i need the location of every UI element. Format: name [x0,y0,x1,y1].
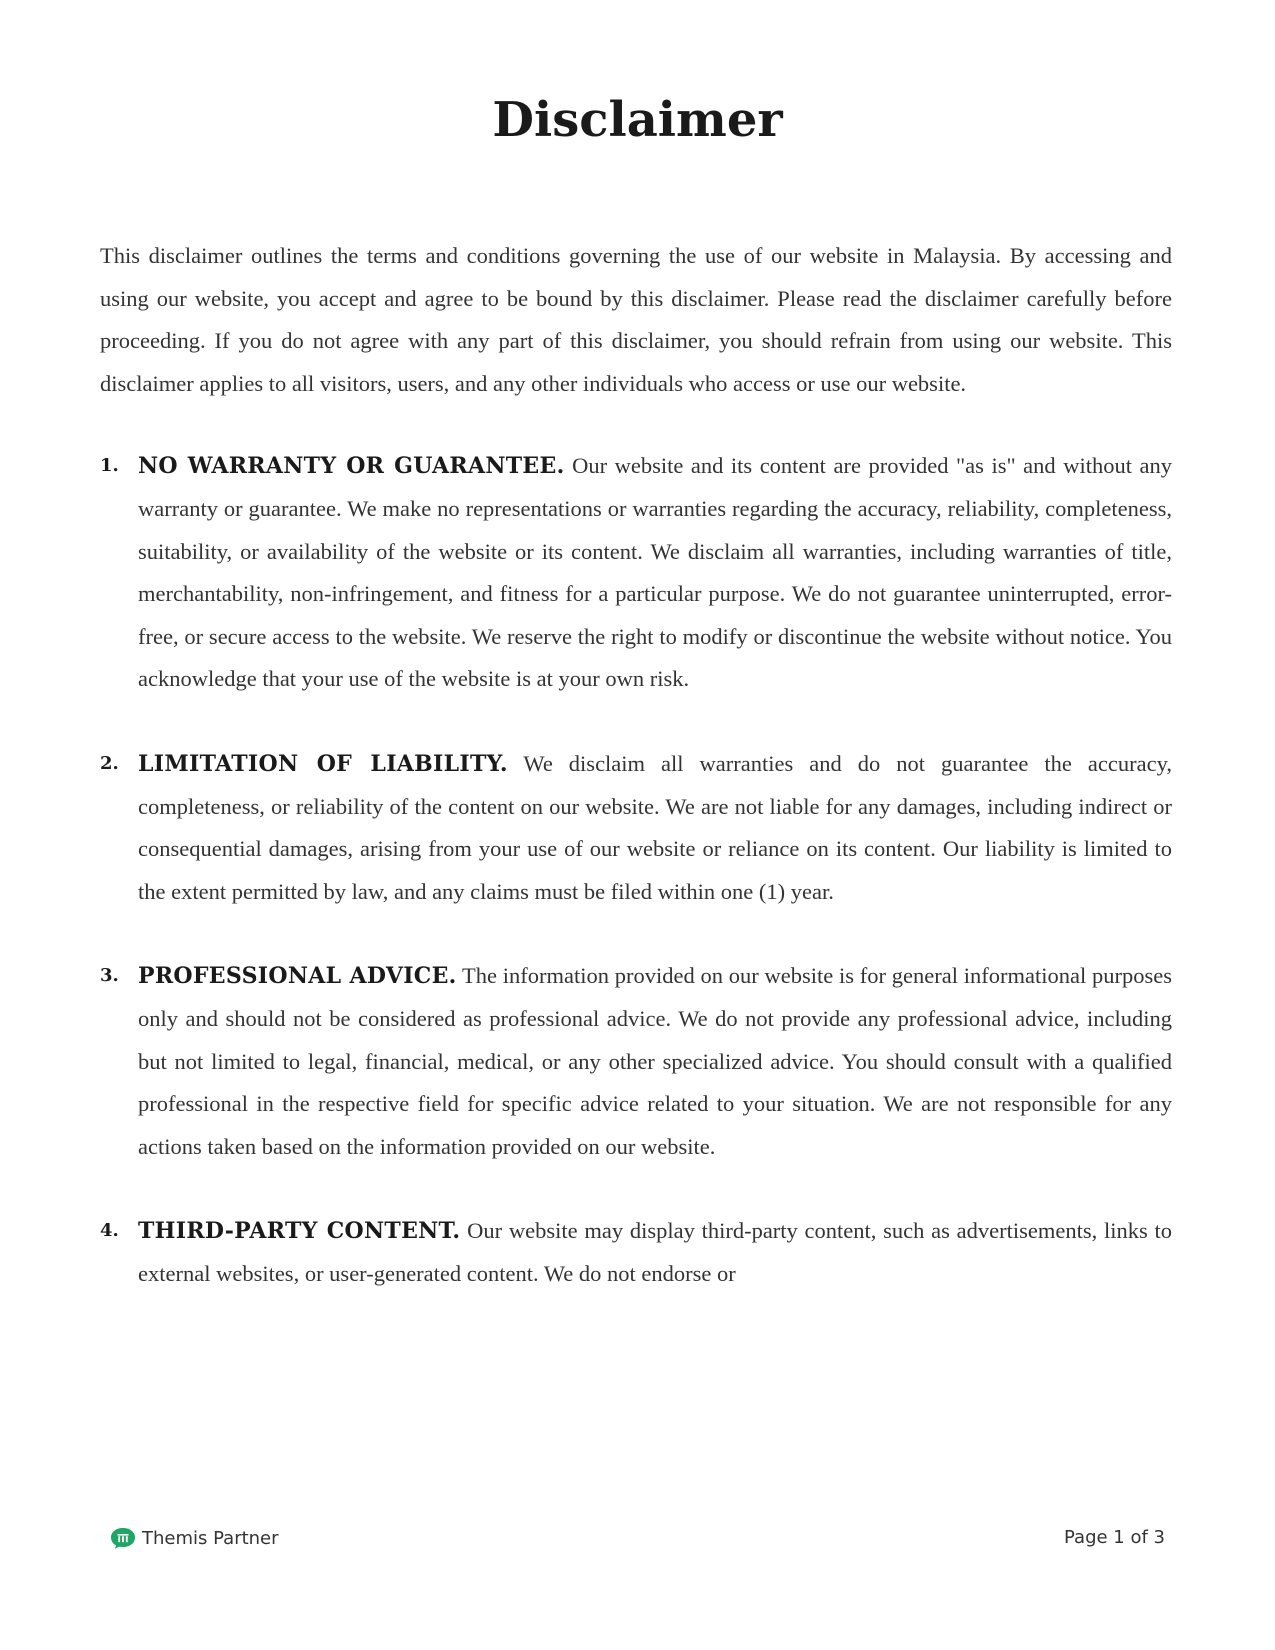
page-number: Page 1 of 3 [1064,1527,1165,1548]
section-limitation-of-liability [100,743,1172,913]
section-third-party-content [100,1210,1172,1295]
section-heading: NO WARRANTY OR GUARANTEE. [138,453,565,480]
footer-brand [110,1527,279,1549]
section-number: 2. [100,752,119,774]
section-heading: LIMITATION OF LIABILITY. [138,750,508,777]
section-text: Our website and its content are provided "as is" and without any warranty or guarantee. We make no representations or warranties regarding the accuracy, reliability, completeness, suitability, or availability of the website or its content. We disclaim all warranties, including warranties of title, merchantability, non-infringement, and fitness for a particular purpose. We do not guarantee uninterrupted, error-free, or secure access to the website. We reserve the right to modify or discontinue the website without notice. You acknowledge that your use of the website is at your own risk. [138,453,1172,692]
brand-name: Themis Partner [142,1527,279,1549]
themis-logo-icon [110,1527,136,1549]
section-number: 1. [100,455,119,477]
section-no-warranty [100,445,1172,701]
document-body [100,235,1172,1337]
document-title: Disclaimer [492,92,783,148]
section-heading: PROFESSIONAL ADVICE. [138,963,457,990]
intro-paragraph: This disclaimer outlines the terms and conditions governing the use of our website in Malaysia. By accessing and using our website, you accept and agree to be bound by this disclaimer. Please read the disclaimer carefully before proceeding. If you do not agree with any part of this disclaimer, you should refrain from using our website. This disclaimer applies to all visitors, users, and any other individuals who access or use our website. [100,243,1172,396]
section-professional-advice [100,955,1172,1168]
section-number: 4. [100,1220,119,1242]
section-number: 3. [100,965,119,987]
section-heading: THIRD-PARTY CONTENT. [138,1218,461,1245]
section-text: Our website may display third-party content, such as advertisements, links to external websites, or user-generated content. We do not endorse or [138,1218,1173,1286]
section-text: We disclaim all warranties and do not guarantee the accuracy, completeness, or reliability of the content on our website. We are not liable for any damages, including indirect or consequential damages, arising from your use of our website or reliance on its content. Our liability is limited to the extent permitted by law, and any claims must be filed within one (1) year. [138,750,1172,904]
page-footer [110,1527,1165,1557]
section-text: The information provided on our website is for general informational purposes only and should not be considered as professional advice. We do not provide any professional advice, including but not limited to legal, financial, medical, or any other specialized advice. You should consult with a qualified professional in the respective field for specific advice related to your situation. We are not responsible for any actions taken based on the information provided on our website. [138,963,1172,1159]
